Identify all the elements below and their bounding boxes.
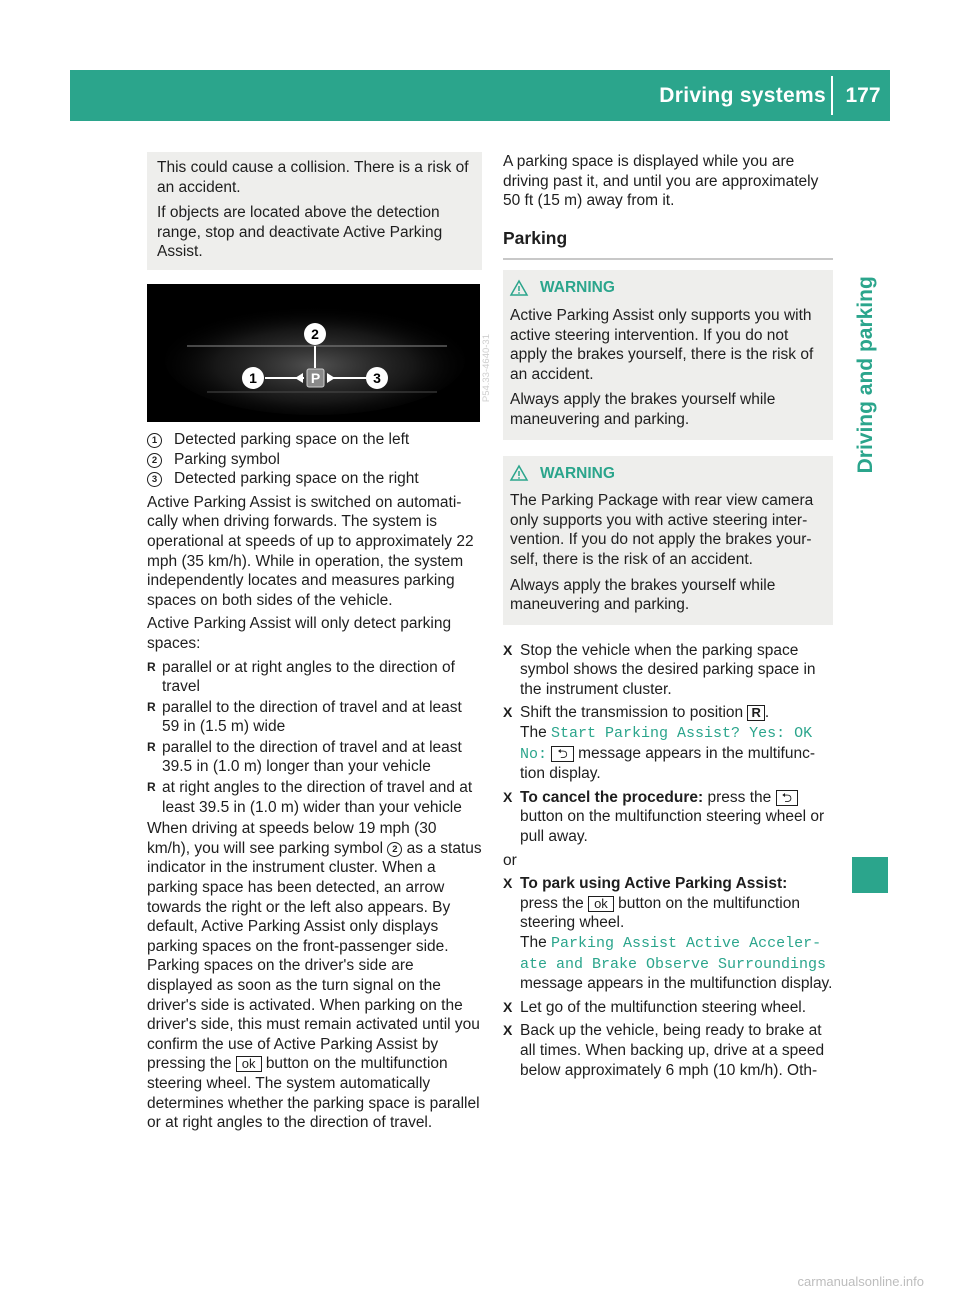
section-header-title: Driving systems <box>659 84 826 107</box>
step-item <box>503 788 833 847</box>
warning-triangle-icon <box>510 280 528 296</box>
step-text: The <box>520 724 547 742</box>
or-separator: or <box>503 851 517 869</box>
page-number: 177 <box>845 84 881 107</box>
legend-item <box>147 430 482 450</box>
body-paragraph: Active Parking Assist will only detect parking spaces: <box>147 615 452 652</box>
intro-paragraph: A parking space is displayed while you are driving past it, and until you are approximately 50 ft (15 m) away from it. <box>503 153 819 210</box>
parking-symbol-glyph: P <box>310 369 321 386</box>
step-text: message appears in the multifunction display. <box>520 744 816 783</box>
body-paragraph: Active Parking Assist is switched on automatically when driving forwards. The system is operational at speeds of up to approximately 22 mph (35 km/h). While in operation, the system independently locates and measures parking spaces on both sides of the vehicle. <box>147 493 474 609</box>
legend-text: Parking symbol <box>174 450 280 468</box>
ok-key-icon: ok <box>588 896 614 912</box>
legend-number: 2 <box>147 453 162 468</box>
legend-number: 3 <box>147 472 162 487</box>
step-item: X Stop the vehicle when the parking space symbol shows the desired parking space in the instrument cluster. <box>503 641 833 700</box>
warning-label: WARNING <box>540 464 615 482</box>
warning-box <box>503 270 833 439</box>
display-message: Parking Assist Active Accelerate and Brake Observe Surroundings <box>520 935 827 973</box>
legend-text: Detected parking space on the right <box>174 470 419 488</box>
right-column <box>503 152 833 1084</box>
procedure-steps <box>503 874 833 1080</box>
marker-3-label: 3 <box>373 369 381 386</box>
figure-legend <box>147 430 482 489</box>
step-heading: To cancel the procedure: <box>520 788 704 806</box>
step-text: message appears in the multifunction display. <box>520 975 833 993</box>
gear-r-icon: R <box>747 705 764 721</box>
step-heading: To park using Active Parking Assist: <box>520 875 788 893</box>
legend-item <box>147 450 482 470</box>
step-text: Shift the transmission to position <box>520 704 744 722</box>
warning-header <box>510 464 823 484</box>
header-divider <box>831 76 833 115</box>
step-text: button on the multifunction steering wheel or pull away. <box>520 808 825 846</box>
warning-text: Always apply the brakes yourself while maneuvering and parking. <box>510 576 776 614</box>
left-column <box>147 152 492 1137</box>
back-key-icon: ⮌ <box>551 746 573 762</box>
ok-key-icon: ok <box>236 1056 262 1072</box>
notice-line: This could cause a collision. There is a risk of an accident. <box>157 159 469 196</box>
step-text: press the <box>707 788 772 806</box>
warning-label: WARNING <box>540 279 615 297</box>
warning-header <box>510 278 823 298</box>
back-key-icon: ⮌ <box>776 790 798 806</box>
side-tab <box>852 276 880 474</box>
step-item: X Shift the transmission to position R . The Start Parking Assist? Yes: OK No: ⮌ message appears in the multifunction display. <box>503 703 833 783</box>
bullet-item: R parallel to the direction of travel and at least 39.5 in (1.0 m) longer than your vehicle <box>147 738 482 777</box>
inline-marker: 2 <box>387 842 402 857</box>
warning-box <box>503 456 833 625</box>
notice-box <box>147 152 482 270</box>
instrument-cluster-figure <box>147 284 492 422</box>
warning-triangle-icon <box>510 465 528 481</box>
step-text: button on the multifunction steering wheel. <box>520 894 800 932</box>
bullet-item: R at right angles to the direction of travel and at least 39.5 in (1.0 m) wider than your vehicle <box>147 778 482 817</box>
bullet-item: R parallel to the direction of travel and at least 59 in (1.5 m) wide <box>147 698 482 737</box>
notice-line: If objects are located above the detection range, stop and deactivate Active Parking Assist. <box>157 204 443 261</box>
step-text: The <box>520 934 547 951</box>
section-title: Parking <box>503 227 568 248</box>
bullet-item: R parallel or at right angles to the direction of travel <box>147 658 482 697</box>
marker-1-label: 1 <box>249 369 257 386</box>
section-rule <box>503 258 833 260</box>
paragraph-text: When driving at speeds below 19 mph (30 km/h), you will see parking symbol <box>147 820 437 857</box>
parking-display-illustration <box>147 284 480 422</box>
procedure-steps <box>503 641 833 847</box>
step-text: press the <box>520 894 584 912</box>
warning-text: The Parking Package with rear view camera only supports you with active steering intervention. If you do not apply the brakes yourself, there is the risk of an accident. <box>510 492 814 568</box>
bullet-list <box>147 658 482 818</box>
warning-text: Active Parking Assist only supports you with active steering intervention. If you do not apply the brakes yourself, there is the risk of an accident. <box>510 306 814 383</box>
side-tab-label: Driving and parking <box>854 276 878 474</box>
body-paragraph <box>147 819 482 1133</box>
step-item: X Back up the vehicle, being ready to brake at all times. When backing up, drive at a speed below approximately 6 mph (10 km/h). Oth- <box>503 1021 833 1080</box>
legend-number: 1 <box>147 433 162 448</box>
paragraph-text: as a status indicator in the instrument cluster. When a parking space has been detected, an arrow towards the right or the left also appears. By default, Active Parking Assist only displays parking spaces on the front-passenger side. Parking spaces on the driver's side are displayed as soon as the turn signal on the driver's side is activated. When parking on the driver's side, this must remain activated until you confirm the use of Active Parking Assist by pressing the <box>147 839 482 1073</box>
watermark: carmanualsonline.info <box>797 1274 924 1290</box>
paragraph-text: button on the multifunction steering wheel. The system automatically determines whether the parking space is parallel or at right angles to the direction of travel. <box>147 1055 480 1132</box>
legend-item <box>147 469 482 489</box>
display-message: Start Parking Assist? Yes: OK No: <box>520 725 813 763</box>
marker-2-label: 2 <box>311 325 319 342</box>
step-item <box>503 874 833 994</box>
side-tab-marker <box>852 857 888 893</box>
legend-text: Detected parking space on the left <box>174 430 410 448</box>
step-item: X Let go of the multifunction steering wheel. <box>503 998 833 1018</box>
warning-text: Always apply the brakes yourself while maneuvering and parking. <box>510 391 776 428</box>
figure-code: P54.33-4640-31 <box>481 333 492 403</box>
